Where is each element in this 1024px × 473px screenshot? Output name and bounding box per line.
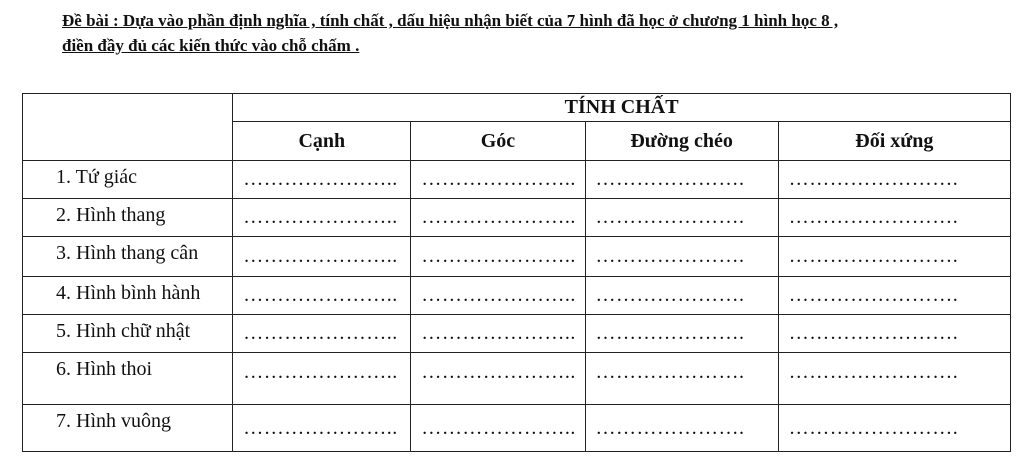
row-label: 3. Hình thang cân <box>23 237 233 277</box>
instructions <box>62 8 962 58</box>
column-header-duong-cheo: Đường chéo <box>585 122 778 161</box>
table-row <box>23 199 1011 237</box>
fill-in-blank[interactable]: …………………. <box>585 277 778 315</box>
column-header-doi-xung: Đối xứng <box>778 122 1010 161</box>
table-corner-cell <box>23 94 233 161</box>
column-header-goc: Góc <box>411 122 585 161</box>
fill-in-blank[interactable]: ……………………. <box>778 161 1010 199</box>
column-header-canh: Cạnh <box>233 122 411 161</box>
row-label: 6. Hình thoi <box>23 353 233 405</box>
fill-in-blank[interactable]: …………………. <box>585 161 778 199</box>
instructions-line-1: Đề bài : Dựa vào phần định nghĩa , tính chất , dấu hiệu nhận biết của 7 hình đã học ở chương 1 hình học 8 , <box>62 11 839 30</box>
fill-in-blank[interactable]: ………………….. <box>233 315 411 353</box>
table-row <box>23 161 1011 199</box>
table-row <box>23 353 1011 405</box>
fill-in-blank[interactable]: ………………….. <box>411 405 585 452</box>
fill-in-blank[interactable]: ………………….. <box>233 161 411 199</box>
table-row <box>23 315 1011 353</box>
fill-in-blank[interactable]: ………………….. <box>233 199 411 237</box>
fill-in-blank[interactable]: ………………….. <box>411 161 585 199</box>
fill-in-blank[interactable]: …………………. <box>585 405 778 452</box>
instructions-line-2: điền đầy đủ các kiến thức vào chỗ chấm . <box>62 36 360 55</box>
row-label: 7. Hình vuông <box>23 405 233 452</box>
fill-in-blank[interactable]: ………………….. <box>411 237 585 277</box>
fill-in-blank[interactable]: ……………………. <box>778 405 1010 452</box>
fill-in-blank[interactable]: ……………………. <box>778 315 1010 353</box>
fill-in-blank[interactable]: ………………….. <box>233 277 411 315</box>
fill-in-blank[interactable]: …………………. <box>585 237 778 277</box>
fill-in-blank[interactable]: ………………….. <box>233 405 411 452</box>
fill-in-blank[interactable]: ………………….. <box>411 315 585 353</box>
fill-in-blank[interactable]: ………………….. <box>233 237 411 277</box>
row-label: 5. Hình chữ nhật <box>23 315 233 353</box>
row-label: 4. Hình bình hành <box>23 277 233 315</box>
table-row <box>23 405 1011 452</box>
fill-in-blank[interactable]: …………………. <box>585 199 778 237</box>
table-row <box>23 277 1011 315</box>
fill-in-blank[interactable]: ……………………. <box>778 237 1010 277</box>
fill-in-blank[interactable]: …………………. <box>585 315 778 353</box>
fill-in-blank[interactable]: ………………….. <box>233 353 411 405</box>
fill-in-blank[interactable]: …………………. <box>585 353 778 405</box>
group-header-tinh-chat: TÍNH CHẤT <box>233 94 1011 122</box>
row-label: 2. Hình thang <box>23 199 233 237</box>
fill-in-blank[interactable]: ………………….. <box>411 199 585 237</box>
fill-in-blank[interactable]: ………………….. <box>411 353 585 405</box>
fill-in-blank[interactable]: ………………….. <box>411 277 585 315</box>
fill-in-blank[interactable]: ……………………. <box>778 277 1010 315</box>
fill-in-blank[interactable]: ……………………. <box>778 353 1010 405</box>
table-group-header-row <box>23 94 1011 122</box>
row-label: 1. Tứ giác <box>23 161 233 199</box>
table-row <box>23 237 1011 277</box>
fill-in-blank[interactable]: ……………………. <box>778 199 1010 237</box>
properties-table <box>22 93 1011 452</box>
